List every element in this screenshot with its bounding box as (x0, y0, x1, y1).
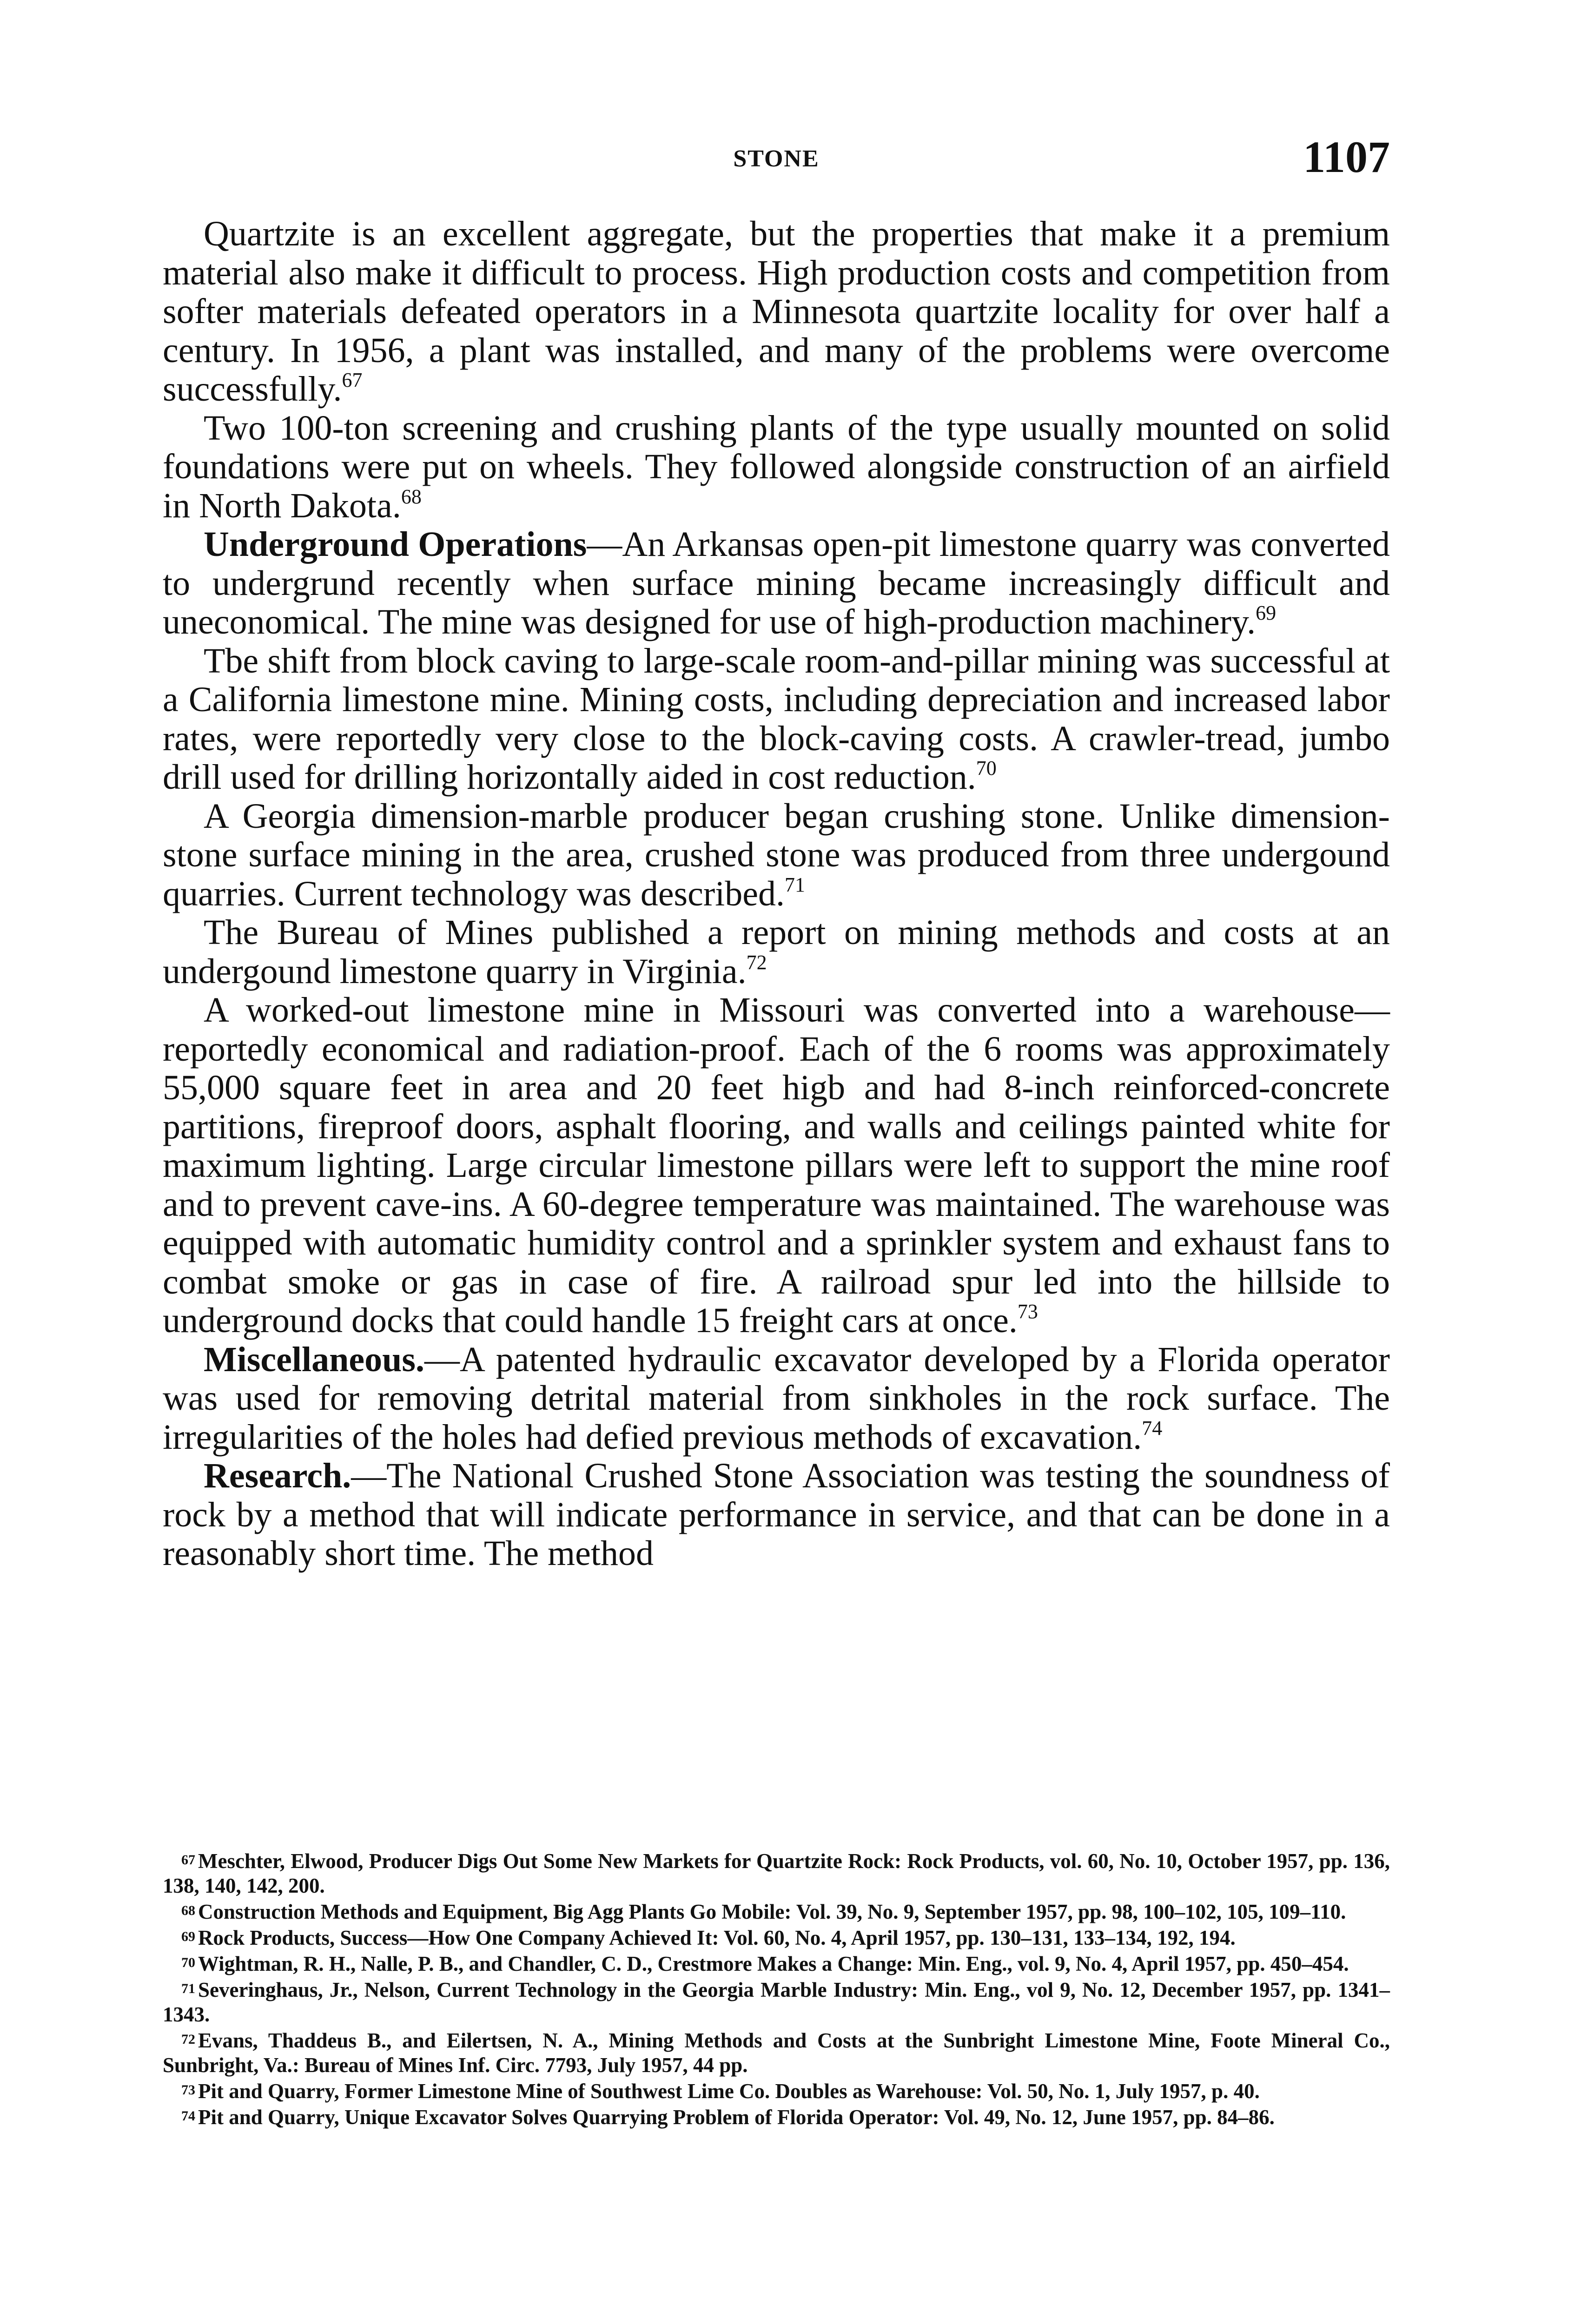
footnote (163, 2078, 1390, 2104)
footnote-ref: 67 (342, 369, 363, 391)
paragraph-text: —The National Crushed Stone Association was testing the soundness of rock by a method that will indicate performance in service, and that can be done in a reasonably short time. The method (163, 1456, 1390, 1573)
paragraph-text: —An Arkansas open-pit limestone quarry was converted to undergrund recently when surface mining became increasingly difficult and uneconomical. The mine was designed for use of high-production machinery. (163, 525, 1390, 641)
footnote-number: 73 (181, 2082, 195, 2098)
paragraph-missouri-warehouse (163, 991, 1390, 1340)
footnote (163, 2104, 1390, 2130)
footnote (163, 1924, 1390, 1950)
paragraph-text: Quartzite is an excellent aggregate, but the properties that make it a premium material also make it difficult to process. High production costs and competition from softer materials defeated operators in a Minnesota quartzite locality for over half a century. In 1956, a plant was installed, and many of the problems were overcome successfully. (163, 214, 1390, 409)
footnote-number: 67 (181, 1852, 195, 1868)
footnote-number: 71 (181, 1981, 195, 1996)
paragraph-text: Tbe shift from block caving to large-scale room-and-pillar mining was successful at a California limestone mine. Mining costs, including depreciation and increased labor rates, were reportedly very close to the block-caving costs. A crawler-tread, jumbo drill used for drilling horizontally aided in cost reduction. (163, 641, 1390, 797)
paragraph-georgia-marble (163, 797, 1390, 914)
footnote-number: 72 (181, 2032, 195, 2047)
footnote (163, 2027, 1390, 2078)
footnote (163, 1950, 1390, 1976)
footnote-text: Pit and Quarry, Unique Excavator Solves Quarrying Problem of Florida Operator: Vol. 49, No. 12, June 1957, pp. 84–86. (198, 2106, 1275, 2129)
footnotes (163, 1848, 1390, 2130)
footnote (163, 1898, 1390, 1924)
footnote-ref: 71 (785, 873, 806, 896)
section-run-in-heading: Miscellaneous. (204, 1340, 424, 1379)
paragraph-miscellaneous (163, 1340, 1390, 1457)
footnote-text: Severinghaus, Jr., Nelson, Current Technology in the Georgia Marble Industry: Min. Eng., vol 9, No. 12, December 1957, pp. 1341–1343. (163, 1978, 1390, 2026)
footnote-ref: 69 (1256, 601, 1277, 624)
footnote-number: 70 (181, 1955, 195, 1970)
footnote (163, 1976, 1390, 2027)
footnote-text: Pit and Quarry, Former Limestone Mine of Southwest Lime Co. Doubles as Warehouse: Vol. 50, No. 1, July 1957, p. 40. (198, 2080, 1260, 2103)
paragraph-text: A worked-out limestone mine in Missouri was converted into a warehouse—reportedly economical and radiation-proof. Each of the 6 rooms was approximately 55,000 square feet in area and 20 feet higb and had 8-inch reinforced-concrete partitions, fireproof doors, asphalt flooring, and walls and ceilings painted white for maximum lighting. Large circular limestone pillars were left to support the mine roof and to prevent cave-ins. A 60-degree temperature was maintained. The warehouse was equipped with automatic humidity control and a sprinkler system and exhaust fans to combat smoke or gas in case of fire. A railroad spur led into the hillside to underground docks that could handle 15 freight cars at once. (163, 990, 1390, 1340)
footnote (163, 1848, 1390, 1898)
footnote-text: Evans, Thaddeus B., and Eilertsen, N. A., Mining Methods and Costs at the Sunbright Limestone Mine, Foote Mineral Co., Sunbright, Va.: Bureau of Mines Inf. Circ. 7793, July 1957, 44 pp. (163, 2029, 1390, 2077)
page-number: 1107 (1303, 132, 1390, 182)
section-run-in-heading: Underground Operations (204, 525, 587, 564)
paragraph-quartzite (163, 215, 1390, 409)
paragraph-bureau-report (163, 913, 1390, 991)
footnote-ref: 73 (1017, 1300, 1038, 1323)
footnote-ref: 72 (746, 951, 767, 974)
body-text (163, 215, 1390, 1573)
paragraph-text: A Georgia dimension-marble producer began crushing stone. Unlike dimension-stone surface mining in the area, crushed stone was produced from three undergound quarries. Current technology was described. (163, 796, 1390, 913)
footnote-number: 68 (181, 1903, 195, 1918)
footnote-text: Meschter, Elwood, Producer Digs Out Some New Markets for Quartzite Rock: Rock Products, vol. 60, No. 10, October 1957, pp. 136, 138, 140, 142, 200. (163, 1849, 1390, 1897)
footnote-text: Wightman, R. H., Nalle, P. B., and Chandler, C. D., Crestmore Makes a Change: Min. Eng., vol. 9, No. 4, April 1957, pp. 450–454. (198, 1952, 1349, 1975)
paragraph-room-and-pillar (163, 642, 1390, 797)
footnote-text: Rock Products, Success—How One Company Achieved It: Vol. 60, No. 4, April 1957, pp. 130–131, 133–134, 192, 194. (198, 1926, 1236, 1949)
running-title: STONE (733, 145, 820, 172)
section-run-in-heading: Research. (204, 1456, 351, 1495)
footnote-ref: 74 (1142, 1416, 1163, 1439)
paragraph-screening-plants (163, 409, 1390, 526)
paragraph-underground-operations (163, 525, 1390, 642)
footnote-ref: 68 (401, 485, 422, 508)
footnote-ref: 70 (976, 757, 997, 779)
footnote-number: 69 (181, 1929, 195, 1944)
running-head (163, 131, 1390, 191)
paragraph-research (163, 1457, 1390, 1573)
footnote-number: 74 (181, 2108, 195, 2124)
footnote-text: Construction Methods and Equipment, Big Agg Plants Go Mobile: Vol. 39, No. 9, September 1957, pp. 98, 100–102, 105, 109–110. (198, 1900, 1346, 1923)
paragraph-text: The Bureau of Mines published a report on mining methods and costs at an undergound limestone quarry in Virginia. (163, 913, 1390, 991)
paragraph-text: —A patented hydraulic excavator developed by a Florida operator was used for removing detrital material from sinkholes in the rock surface. The irregularities of the holes had defied previous methods of excavation. (163, 1340, 1390, 1457)
paragraph-text: Two 100-ton screening and crushing plants of the type usually mounted on solid foundations were put on wheels. They followed alongside construction of an airfield in North Dakota. (163, 408, 1390, 525)
